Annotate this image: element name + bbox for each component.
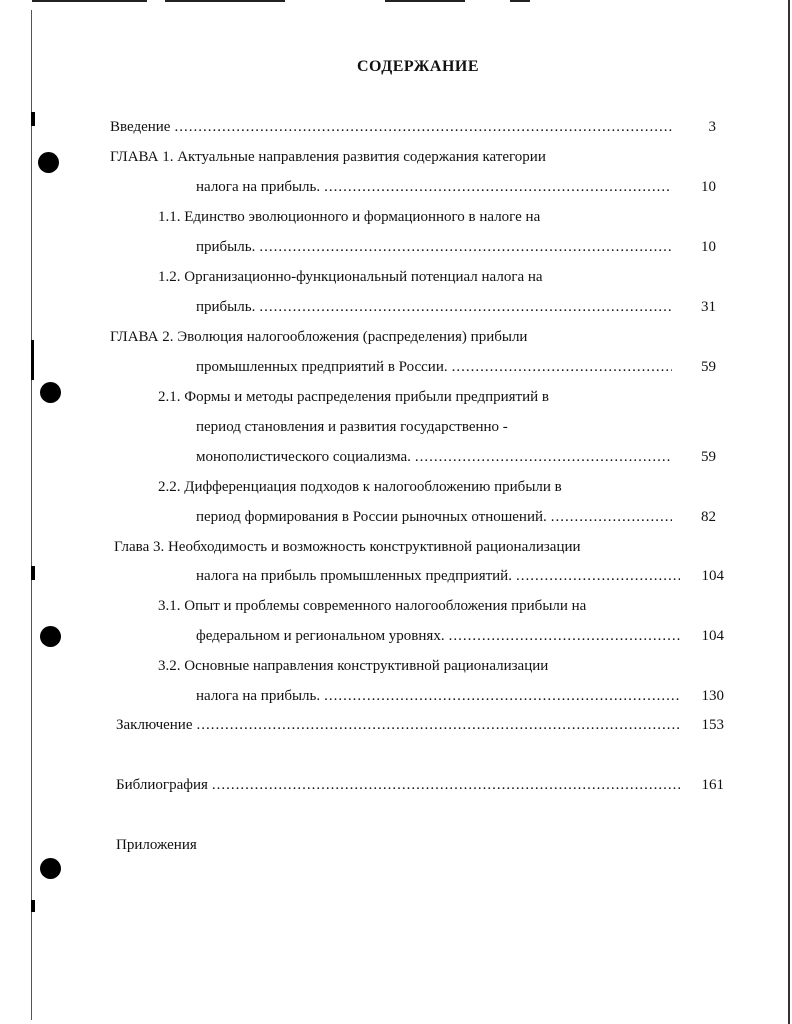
scan-edge-mark — [31, 566, 35, 580]
scan-edge-mark — [31, 900, 35, 912]
toc-entry-appendices: Приложения — [116, 837, 197, 853]
toc-label: монополистического социализма. — [196, 449, 411, 465]
toc-page-number: 10 — [701, 179, 716, 195]
toc-chapter-1-title: ГЛАВА 1. Актуальные направления развития содержания категории — [110, 149, 546, 165]
dot-leader — [212, 775, 680, 795]
dot-leader — [449, 626, 680, 646]
toc-page-number: 82 — [701, 509, 716, 525]
toc-page-number: 153 — [701, 717, 724, 733]
page-title: СОДЕРЖАНИЕ — [356, 58, 480, 75]
toc-entry-chapter-1 — [196, 177, 716, 197]
punch-hole — [40, 382, 61, 403]
scan-top-line — [165, 0, 285, 2]
toc-page-number: 104 — [701, 628, 724, 644]
toc-label: период формирования в России рыночных отношений. — [196, 509, 547, 525]
toc-label: Введение — [110, 119, 171, 135]
toc-section-1-1-title: 1.1. Единство эволюционного и формационного в налоге на — [158, 209, 541, 225]
scan-right-edge — [788, 0, 790, 1024]
toc-entry-section-2-1 — [196, 447, 716, 467]
dot-leader — [324, 686, 680, 706]
toc-section-2-1-title: 2.1. Формы и методы распределения прибыли предприятий в — [158, 389, 549, 405]
toc-entry-section-3-2 — [196, 686, 724, 706]
toc-entry-section-2-2 — [196, 507, 716, 527]
toc-page-number: 59 — [701, 359, 716, 375]
dot-leader — [516, 566, 680, 586]
punch-hole — [40, 858, 61, 879]
scan-top-line — [510, 0, 530, 2]
toc-entry-intro — [110, 117, 716, 137]
toc-chapter-2-title: ГЛАВА 2. Эволюция налогообложения (распределения) прибыли — [110, 329, 528, 345]
dot-leader — [174, 117, 672, 137]
toc-section-2-1-line: период становления и развития государственно - — [196, 419, 508, 435]
toc-page-number: 3 — [708, 119, 716, 135]
dot-leader — [452, 357, 672, 377]
toc-entry-chapter-3 — [196, 566, 724, 586]
toc-section-1-2-title: 1.2. Организационно-функциональный потенциал налога на — [158, 269, 543, 285]
dot-leader — [259, 297, 672, 317]
scan-edge-mark — [31, 340, 34, 380]
toc-label: прибыль. — [196, 239, 256, 255]
toc-label: налога на прибыль промышленных предприятий. — [196, 568, 512, 584]
dot-leader — [324, 177, 672, 197]
toc-label: налога на прибыль. — [196, 179, 321, 195]
dot-leader — [415, 447, 672, 467]
scan-edge-mark — [31, 112, 35, 126]
scan-top-line — [32, 0, 147, 2]
dot-leader — [197, 715, 681, 735]
toc-label: федеральном и региональном уровнях. — [196, 628, 445, 644]
toc-label: Заключение — [116, 717, 193, 733]
toc-page-number: 31 — [701, 299, 716, 315]
toc-entry-section-1-1 — [196, 237, 716, 257]
toc-page-number: 10 — [701, 239, 716, 255]
toc-page-number: 59 — [701, 449, 716, 465]
dot-leader — [551, 507, 672, 527]
toc-chapter-3-title: Глава 3. Необходимость и возможность конструктивной рационализации — [114, 539, 581, 555]
punch-hole — [38, 152, 59, 173]
toc-entry-bibliography — [116, 775, 724, 795]
toc-entry-chapter-2 — [196, 357, 716, 377]
toc-label: прибыль. — [196, 299, 256, 315]
toc-section-2-2-title: 2.2. Дифференциация подходов к налогообложению прибыли в — [158, 479, 562, 495]
toc-label: промышленных предприятий в России. — [196, 359, 448, 375]
toc-section-3-2-title: 3.2. Основные направления конструктивной рационализации — [158, 658, 549, 674]
toc-entry-section-3-1 — [196, 626, 724, 646]
toc-label: Библиография — [116, 777, 208, 793]
toc-entry-conclusion — [116, 715, 724, 735]
toc-page-number: 104 — [701, 568, 724, 584]
toc-section-3-1-title: 3.1. Опыт и проблемы современного налогообложения прибыли на — [158, 598, 587, 614]
scan-left-edge — [31, 10, 32, 1020]
scan-top-line — [385, 0, 465, 2]
toc-label: налога на прибыль. — [196, 688, 321, 704]
toc-page-number: 130 — [701, 688, 724, 704]
dot-leader — [259, 237, 672, 257]
toc-entry-section-1-2 — [196, 297, 716, 317]
toc-page-number: 161 — [701, 777, 724, 793]
punch-hole — [40, 626, 61, 647]
